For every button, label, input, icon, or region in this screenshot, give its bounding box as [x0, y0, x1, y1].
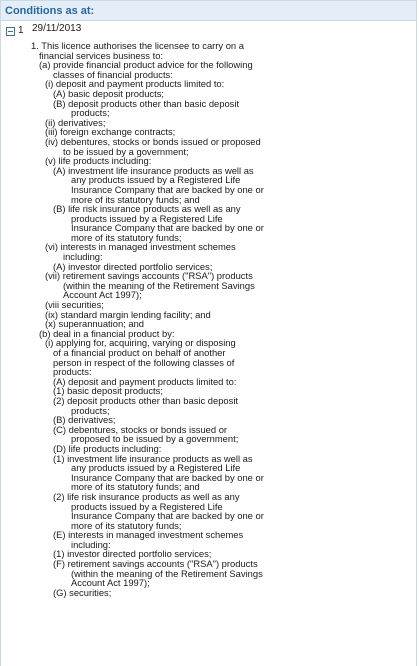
condition-line: products: — [53, 366, 92, 378]
condition-line: of a financial product on behalf of another — [53, 347, 226, 358]
condition-line: (B) deposit products other than basic deposit — [53, 97, 240, 109]
condition-line: (F) retirement savings accounts ("RSA") products — [53, 558, 258, 570]
condition-line: (A) investment life insurance products as well as — [53, 164, 254, 176]
condition-line: Account Act 1997); — [63, 289, 142, 301]
condition-line: more of its statutory funds; and — [71, 481, 200, 493]
condition-line: (i) deposit and payment products limited to: — [45, 78, 225, 90]
condition-line: (iii) foreign exchange contracts; — [45, 126, 176, 138]
condition-line: (a) provide financial product advice for the following — [39, 59, 253, 71]
condition-line: (ix) standard margin lending facility; and — [45, 308, 211, 320]
condition-line: (A) basic deposit products; — [53, 87, 164, 99]
condition-line: (B) derivatives; — [53, 414, 116, 426]
condition-line: (vi) interests in managed investment schemes — [45, 241, 236, 253]
condition-line: (B) life risk insurance products as well as any — [53, 203, 241, 215]
condition-line: (x) superannuation; and — [45, 318, 145, 330]
condition-line: (A) investor directed portfolio services; — [53, 260, 213, 272]
condition-line: to be issued by a government; — [63, 145, 189, 157]
condition-date: 29/11/2013 — [32, 23, 82, 34]
condition-line: products; — [71, 107, 110, 119]
condition-line: (within the meaning of the Retirement Savings — [71, 567, 263, 579]
condition-line: (1) basic deposit products; — [53, 385, 163, 397]
condition-row — [1, 21, 416, 36]
condition-line: (i) applying for, acquiring, varying or disposing — [45, 337, 236, 349]
condition-line: (1) investment life insurance products as well as — [53, 452, 253, 464]
condition-number: 1 — [18, 25, 24, 36]
condition-line: including: — [63, 251, 103, 263]
condition-line: (iv) debentures, stocks or bonds issued or proposed — [45, 135, 261, 147]
condition-line: (1) investor directed portfolio services; — [53, 548, 212, 560]
condition-line: Insurance Company that are backed by one or — [71, 222, 264, 234]
condition-line: (v) life products including: — [45, 155, 152, 167]
condition-line: (vii) retirement savings accounts ("RSA") products — [45, 270, 253, 282]
condition-line: products issued by a Registered Life — [71, 500, 223, 512]
condition-line: (G) securities; — [53, 586, 112, 598]
condition-line: person in respect of the following classes of — [53, 356, 235, 368]
condition-text — [1, 41, 416, 597]
condition-line: (b) deal in a financial product by: — [39, 327, 175, 339]
condition-line: (E) interests in managed investment schemes — [53, 529, 244, 541]
conditions-header — [1, 1, 416, 21]
condition-line: 1. This licence authorises the licensee to carry on a — [31, 40, 244, 51]
condition-line: classes of financial products: — [53, 68, 173, 80]
condition-line: products issued by a Registered Life — [71, 212, 223, 224]
condition-line: Account Act 1997); — [71, 577, 150, 589]
condition-line: any products issued by a Registered Life — [71, 462, 241, 474]
condition-line: financial services business to: — [39, 49, 164, 61]
condition-line: (ii) derivatives; — [45, 116, 106, 128]
condition-line: products; — [71, 404, 110, 416]
condition-line: (2) life risk insurance products as well as any — [53, 490, 240, 502]
collapse-icon[interactable] — [6, 27, 15, 36]
condition-line: including: — [71, 538, 111, 550]
condition-line: (within the meaning of the Retirement Savings — [63, 279, 255, 291]
condition-line: (A) deposit and payment products limited to: — [53, 375, 237, 387]
condition-line: more of its statutory funds; — [71, 519, 182, 531]
condition-line: more of its statutory funds; and — [71, 193, 200, 205]
condition-line: Insurance Company that are backed by one or — [71, 510, 264, 522]
condition-line: more of its statutory funds; — [71, 231, 182, 243]
condition-line: Insurance Company that are backed by one or — [71, 183, 264, 195]
condition-line: proposed to be issued by a government; — [71, 433, 239, 445]
condition-line: (2) deposit products other than basic deposit — [53, 394, 239, 406]
condition-line: (C) debentures, stocks or bonds issued or — [53, 423, 228, 435]
condition-line: (viii securities; — [45, 299, 104, 311]
condition-line: (D) life products including: — [53, 442, 162, 454]
condition-line: any products issued by a Registered Life — [71, 174, 241, 186]
condition-line: Insurance Company that are backed by one or — [71, 471, 264, 483]
conditions-header-title: Conditions as at: — [5, 4, 95, 17]
